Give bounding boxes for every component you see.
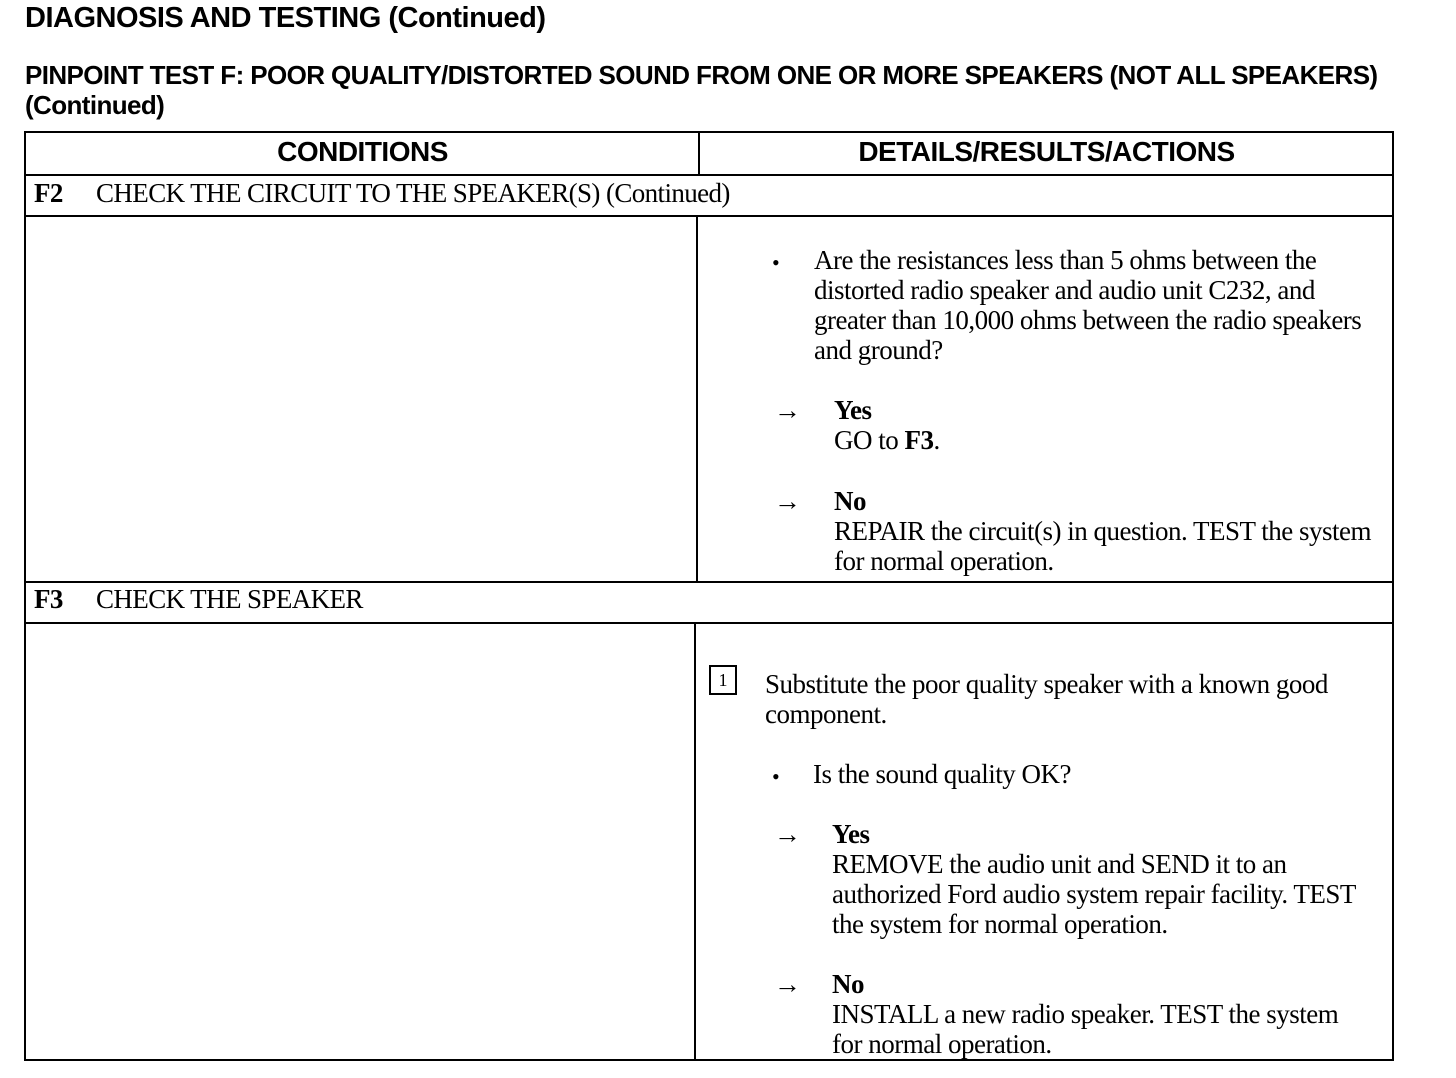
arrow-right-icon: → [774, 969, 801, 999]
f2-question: Are the resistances less than 5 ohms between the distorted radio speaker and audio unit C232, and greater than 10,000 ohms between the radio speakers and ground? [814, 245, 1362, 365]
f3-yes-action: REMOVE the audio unit and SEND it to an authorized Ford audio system repair facility. TEST the system for normal operation. [832, 849, 1356, 939]
f2-yes-result [834, 395, 1374, 455]
arrow-right-icon: → [774, 395, 801, 425]
f3-no-action: INSTALL a new radio speaker. TEST the system for normal operation. [832, 999, 1339, 1059]
f2-yes-target: F3 [904, 425, 934, 455]
f2-yes-prefix: GO to [834, 425, 905, 455]
arrow-right-icon: → [774, 819, 801, 849]
column-header-details: DETAILS/RESULTS/ACTIONS [858, 136, 1235, 167]
step-id-f2: F2 [34, 178, 63, 208]
step-row-f3 [34, 584, 363, 615]
f2-yes-action [834, 425, 1374, 455]
f2-yes-label: Yes [834, 395, 872, 425]
column-header-conditions: CONDITIONS [277, 136, 448, 167]
f3-no-label: No [832, 969, 864, 999]
f3-yes-result [832, 819, 1377, 939]
header-divider [698, 133, 700, 174]
step-id-f3: F3 [34, 584, 63, 614]
f2-title-rule [26, 215, 1392, 217]
f3-no-result [832, 969, 1362, 1059]
bullet-icon: • [772, 250, 780, 275]
step-title-f2: CHECK THE CIRCUIT TO THE SPEAKER(S) (Continued) [96, 178, 730, 208]
f3-question: Is the sound quality OK? [813, 759, 1071, 789]
bullet-icon: • [772, 764, 780, 789]
f2-column-divider [696, 215, 698, 581]
f2-yes-suffix: . [933, 425, 940, 455]
f2-no-label: No [834, 486, 866, 516]
pinpoint-test-title: PINPOINT TEST F: POOR QUALITY/DISTORTED SOUND FROM ONE OR MORE SPEAKERS (NOT ALL SPEAKERS) (Continued) [25, 60, 1378, 120]
f2-no-result [834, 486, 1384, 576]
f2-no-action: REPAIR the circuit(s) in question. TEST the system for normal operation. [834, 516, 1371, 576]
page-title: DIAGNOSIS AND TESTING (Continued) [25, 2, 546, 34]
step-row-f2 [34, 178, 730, 209]
step-number-box: 1 [709, 665, 737, 695]
f3-yes-label: Yes [832, 819, 870, 849]
pinpoint-test-table [24, 131, 1394, 1061]
f3-step-instruction: Substitute the poor quality speaker with a known good component. [765, 669, 1328, 729]
f2-end-rule [26, 581, 1392, 583]
step-title-f3: CHECK THE SPEAKER [96, 584, 363, 614]
arrow-right-icon: → [774, 486, 801, 516]
f3-title-rule [26, 622, 1392, 624]
f3-column-divider [694, 622, 696, 1059]
header-rule [26, 174, 1392, 176]
